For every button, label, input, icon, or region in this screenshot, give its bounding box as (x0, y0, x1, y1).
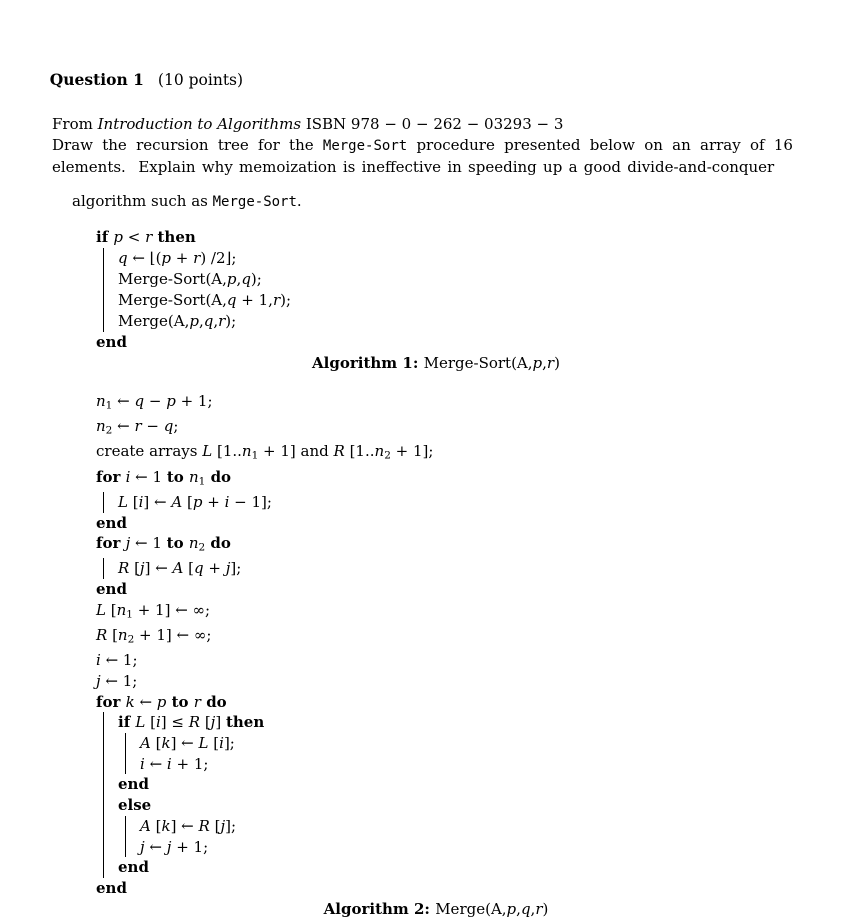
text-segment: L (198, 734, 209, 753)
text-segment: , (542, 354, 547, 372)
text-segment: , (213, 312, 219, 330)
block-indent-rule (103, 269, 118, 290)
intro-line (52, 157, 849, 178)
code-line (96, 513, 776, 534)
text-segment: ← ⌊( (127, 249, 162, 267)
code-line (96, 816, 776, 837)
text-segment: p (532, 354, 543, 372)
text-segment: p (166, 392, 176, 410)
text-segment: [ (208, 734, 220, 753)
text-segment: + 1; (175, 392, 213, 410)
code-line (96, 754, 776, 775)
question-points: (10 points) (157, 71, 244, 89)
line-text (96, 416, 178, 441)
line-text (96, 579, 127, 600)
text-segment: p (113, 228, 123, 246)
text-segment: p (156, 692, 167, 711)
text-segment: if (96, 228, 114, 246)
text-segment: < (122, 228, 146, 246)
question-heading (30, 47, 849, 113)
line-text (118, 290, 291, 311)
text-segment: j (140, 837, 145, 856)
text-segment: + (202, 492, 225, 511)
line-text (96, 227, 196, 248)
text-segment: − 1]; (229, 492, 272, 511)
line-text (96, 441, 433, 466)
code-line (96, 795, 776, 816)
intro-line (52, 135, 849, 157)
line-text (96, 467, 231, 492)
text-segment: ; (173, 417, 179, 436)
text-segment: R (333, 442, 345, 461)
text-segment: ← 1; (100, 651, 138, 670)
text-segment: Merge-Sort (212, 194, 297, 210)
code-line (96, 533, 776, 558)
text-segment: ] ← (143, 492, 172, 511)
line-text (140, 837, 208, 858)
text-segment: − (141, 417, 164, 436)
text-segment: end (118, 858, 149, 877)
text-segment: r (535, 899, 543, 918)
line-text (140, 816, 236, 837)
text-segment: i (140, 754, 145, 773)
code-line (96, 467, 776, 492)
code-line (96, 311, 776, 332)
code-line (96, 290, 776, 311)
text-segment: q (226, 291, 237, 309)
line-text (96, 671, 137, 692)
text-segment: j (210, 713, 216, 732)
text-segment: L (202, 442, 213, 461)
text-segment: q (118, 249, 128, 267)
text-segment: ) (542, 899, 549, 918)
text-segment: ISBN 978 − 0 − 262 − 03293 − 3 (301, 115, 564, 133)
text-segment: then (152, 228, 196, 246)
text-segment: + (171, 249, 194, 267)
text-segment: ← (112, 417, 135, 436)
text-segment: n (117, 626, 128, 645)
block-indent-rule (103, 290, 118, 311)
code-line (96, 712, 776, 733)
text-segment: q (203, 312, 214, 330)
text-segment: [1.. (344, 442, 375, 461)
text-segment: + 1] ← ∞; (132, 600, 211, 619)
text-segment: , (198, 312, 204, 330)
code-line (96, 441, 776, 466)
block-indent-rule (103, 712, 118, 733)
question-closing-line (72, 191, 849, 213)
text-segment: , (236, 270, 242, 288)
text-segment: for (96, 692, 126, 711)
text-segment: end (96, 333, 127, 351)
line-text (96, 692, 227, 713)
block-indent-rule (125, 733, 140, 754)
text-segment: Merge-Sort(A, (118, 291, 227, 309)
text-segment: Draw the recursion tree for the (52, 136, 323, 154)
text-segment: p (161, 249, 172, 267)
code-line (96, 492, 776, 513)
text-segment: + (203, 559, 226, 578)
text-segment: ); (250, 270, 262, 288)
text-segment: [ (182, 492, 193, 511)
text-segment: Merge-Sort(A, (118, 270, 227, 288)
text-segment: Merge-Sort(A, (423, 354, 533, 372)
line-text (96, 878, 127, 899)
text-segment: j (220, 816, 226, 835)
block-indent-rule (103, 754, 118, 775)
text-segment: A (140, 816, 151, 835)
block-indent-rule (103, 248, 118, 269)
line-text (96, 600, 210, 625)
text-segment: ← (144, 754, 167, 773)
text-segment: R (198, 816, 210, 835)
block-indent-rule (103, 311, 118, 332)
text-segment: L (118, 492, 128, 511)
text-segment: 1 (105, 399, 113, 412)
text-segment: do (205, 534, 231, 553)
text-segment: elements. Explain why memoization is ineffective in speeding up a good divide-and-conquer (52, 158, 775, 176)
line-text (118, 311, 236, 332)
block-indent-rule (103, 558, 118, 579)
text-segment: + 1; (171, 754, 209, 773)
text-segment: end (96, 513, 127, 532)
text-segment: [ (129, 559, 140, 578)
text-segment: q (134, 392, 145, 410)
text-segment: Algorithm 1: (312, 354, 424, 372)
code-line (96, 248, 776, 269)
block-indent-rule (103, 837, 118, 858)
code-line (96, 579, 776, 600)
text-segment: n (96, 417, 106, 436)
text-segment: 1 (126, 608, 133, 621)
text-segment: n (116, 600, 127, 619)
line-text (96, 391, 213, 416)
text-segment: r (218, 312, 226, 330)
text-segment: algorithm such as (72, 192, 213, 210)
text-segment: k (161, 816, 171, 835)
text-segment: [ (107, 626, 118, 645)
line-text (118, 492, 272, 513)
code-line (96, 671, 776, 692)
text-segment: 1 (251, 449, 259, 462)
code-line (96, 227, 776, 248)
text-segment: [ (150, 816, 162, 835)
text-segment: ← (144, 837, 167, 856)
code-line (96, 391, 776, 416)
text-segment: ← (134, 692, 157, 711)
line-text (118, 857, 149, 878)
text-segment: p (189, 312, 199, 330)
text-segment: q (241, 270, 251, 288)
block-indent-rule (103, 795, 118, 816)
text-segment: 2 (384, 449, 391, 462)
text-segment: 2 (198, 541, 206, 554)
text-segment: Merge(A, (435, 899, 507, 918)
text-segment: ← 1 (130, 467, 167, 486)
text-segment: ← (112, 392, 135, 410)
text-segment: ] ← (170, 816, 199, 835)
text-segment: L (135, 713, 146, 732)
text-segment: R (118, 559, 130, 578)
block-indent-rule (103, 816, 118, 837)
text-segment: create arrays (96, 442, 203, 461)
text-segment: n (188, 467, 199, 486)
text-segment: end (96, 580, 127, 599)
text-segment: + 1, (236, 291, 273, 309)
text-segment: n (188, 534, 199, 553)
text-segment: to (166, 534, 189, 553)
text-segment: for (96, 467, 126, 486)
text-segment: procedure presented below on an array of 16 (407, 136, 793, 154)
text-segment: + 1] ← ∞; (134, 626, 212, 645)
line-text (140, 754, 208, 775)
line-text (118, 774, 149, 795)
text-segment: Algorithm 2: (323, 899, 436, 918)
text-segment: A (171, 492, 183, 511)
text-segment: ) /2⌋; (200, 249, 237, 267)
text-segment: r (546, 354, 555, 372)
text-segment: r (272, 291, 281, 309)
text-segment: i (96, 651, 101, 670)
line-text (96, 650, 138, 671)
code-line (96, 774, 776, 795)
text-segment: else (118, 796, 152, 815)
text-segment: to (166, 467, 189, 486)
text-segment: then (225, 713, 265, 732)
intro-line (52, 114, 849, 135)
text-segment: L (96, 600, 106, 619)
line-text (140, 733, 235, 754)
text-segment: k (125, 692, 135, 711)
text-segment: q (520, 899, 531, 918)
text-segment: i (219, 734, 224, 753)
code-line (96, 733, 776, 754)
line-text (118, 558, 241, 579)
text-segment: to (166, 692, 194, 711)
text-segment: ← 1 (130, 534, 167, 553)
code-line (96, 837, 776, 858)
text-segment: [ (209, 816, 221, 835)
question-intro (52, 114, 849, 178)
line-text (118, 795, 151, 816)
text-segment: A (140, 734, 151, 753)
text-segment: n (96, 392, 106, 410)
text-segment: 2 (105, 424, 113, 437)
algorithm-1-body (96, 227, 776, 353)
text-segment: 1 (198, 475, 206, 488)
text-segment: r (193, 692, 201, 711)
line-text (96, 533, 231, 558)
text-segment: R (96, 626, 108, 645)
code-line (96, 857, 776, 878)
text-segment: ]; (225, 816, 237, 835)
text-segment: ); (280, 291, 292, 309)
line-text (96, 625, 211, 650)
text-segment: q (194, 559, 204, 578)
text-segment: j (139, 559, 145, 578)
text-segment: q (163, 417, 174, 436)
text-segment: i (224, 492, 230, 511)
text-segment: for (96, 534, 126, 553)
block-indent-rule (103, 857, 118, 878)
text-segment: p (226, 270, 237, 288)
algorithm-2-body (96, 391, 776, 899)
text-segment: + 1]; (390, 442, 434, 461)
text-segment: [ (150, 734, 162, 753)
algorithm-2-caption (96, 899, 776, 920)
algorithm-1-pseudocode (96, 227, 776, 374)
text-segment: Merge(A, (118, 312, 190, 330)
line-text (52, 115, 563, 133)
text-segment: end (96, 878, 127, 897)
text-segment: r (145, 228, 153, 246)
text-segment: ]; (230, 559, 242, 578)
text-segment: , (516, 899, 521, 918)
text-segment: . (296, 192, 302, 210)
code-line (96, 650, 776, 671)
text-segment: i (138, 492, 144, 511)
code-line (96, 625, 776, 650)
text-segment: i (155, 713, 161, 732)
text-segment: [ (183, 559, 195, 578)
text-segment: R (188, 713, 201, 732)
text-segment: Merge-Sort (322, 138, 408, 154)
text-segment: [ (105, 600, 117, 619)
text-segment: ); (225, 312, 237, 330)
text-segment: ]; (223, 734, 235, 753)
text-segment: Introduction to Algorithms (97, 115, 302, 133)
block-indent-rule (125, 816, 140, 837)
text-segment: j (96, 671, 101, 690)
block-indent-rule (103, 733, 118, 754)
text-segment: j (166, 837, 172, 856)
text-segment: ] ← (144, 559, 173, 578)
block-indent-rule (103, 492, 118, 513)
code-line (96, 692, 776, 713)
text-segment: ] ← (170, 734, 199, 753)
text-segment: n (374, 442, 385, 461)
text-segment: do (205, 467, 232, 486)
code-line (96, 558, 776, 579)
text-segment: ← 1; (100, 671, 138, 690)
text-segment: + 1] and (258, 442, 334, 461)
text-segment: + 1; (171, 837, 209, 856)
code-line (96, 269, 776, 290)
text-segment: ] (215, 713, 226, 732)
text-segment: r (134, 417, 142, 436)
question-title: Question 1 (49, 70, 144, 89)
line-text (96, 513, 127, 534)
text-segment: i (166, 754, 172, 773)
line-text (96, 332, 127, 353)
line-text (118, 248, 236, 269)
text-segment: if (118, 713, 136, 732)
line-text (118, 269, 262, 290)
line-text (118, 712, 264, 733)
text-segment: [1.. (212, 442, 242, 461)
code-line (96, 600, 776, 625)
text-segment: do (200, 692, 227, 711)
code-line (96, 878, 776, 899)
text-segment: n (241, 442, 252, 461)
text-segment: p (192, 492, 203, 511)
text-segment: k (161, 734, 171, 753)
text-segment: j (125, 534, 131, 553)
text-segment: 2 (127, 633, 135, 646)
text-segment: [ (127, 492, 139, 511)
algorithm-1-caption (96, 353, 776, 374)
block-indent-rule (125, 837, 140, 858)
text-segment: r (193, 249, 201, 267)
text-segment: [ (200, 713, 211, 732)
code-line (96, 332, 776, 353)
text-segment: A (172, 559, 184, 578)
block-indent-rule (125, 754, 140, 775)
text-segment: , (530, 899, 536, 918)
text-segment: [ (145, 713, 156, 732)
text-segment: end (118, 775, 149, 794)
block-indent-rule (103, 774, 118, 795)
text-segment: ] ≤ (160, 713, 189, 732)
code-line (96, 416, 776, 441)
text-segment: p (506, 899, 517, 918)
line-text (52, 136, 793, 154)
text-segment: − (144, 392, 167, 410)
algorithm-2-pseudocode (96, 391, 776, 920)
text-segment: From (52, 115, 98, 133)
text-segment: i (125, 467, 131, 486)
line-text (52, 158, 774, 176)
text-segment: j (225, 559, 231, 578)
text-segment: ) (554, 354, 560, 372)
